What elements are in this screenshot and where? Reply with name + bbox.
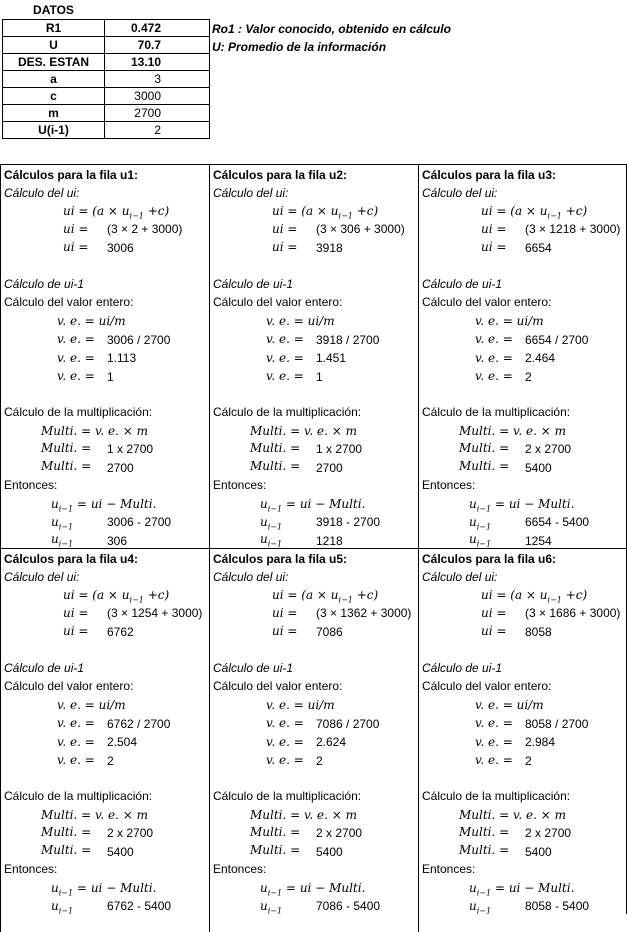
ui-lhs: ui =	[63, 240, 89, 254]
mult-formula: Multi. = v. e. × m	[41, 808, 148, 822]
cell-title: Cálculos para la fila u1:	[4, 168, 139, 182]
ve-lhs: v. e. =	[475, 716, 513, 730]
calc-ui1-label: Cálculo de ui-1	[213, 277, 294, 291]
ve-lhs: v. e. =	[266, 735, 304, 749]
mult-value: 5400	[316, 845, 343, 859]
ui-formula: ui = $(a \times u_{i-1} +c)$	[272, 204, 379, 221]
cell-title: Cálculos para la fila u2:	[213, 168, 348, 182]
entonces-label: Entonces:	[213, 862, 267, 876]
calc-ui1-label: Cálculo de ui-1	[4, 661, 85, 675]
result-value: 1254	[525, 534, 552, 548]
mult-formula: Multi. = v. e. × m	[459, 424, 566, 438]
u-formula: $u_{i-1}$ = ui − Multi.	[469, 881, 575, 898]
u-formula: $u_{i-1}$ = ui − Multi.	[51, 497, 157, 514]
calc-ui1-label: Cálculo de ui-1	[4, 277, 85, 291]
calc-ui1-label: Cálculo de ui-1	[422, 277, 503, 291]
note-u: U: Promedio de la información	[212, 40, 387, 54]
u-lhs: $u_{i-1}$	[469, 899, 492, 916]
mult-value: 5400	[525, 461, 552, 475]
ve-formula: v. e. = ui/m	[57, 314, 126, 328]
u-lhs: $u_{i-1}$	[51, 899, 74, 916]
datos-row: c 3000	[3, 87, 210, 104]
ve-division: 8058 / 2700	[525, 717, 589, 731]
ui-value: 7086	[316, 625, 343, 639]
ui-formula: ui = $(a \times u_{i-1} +c)$	[63, 204, 170, 221]
note-r1: Ro1 : Valor conocido, obtenido en cálculo	[212, 22, 451, 36]
mult-value: 2700	[107, 461, 134, 475]
ui-lhs: ui =	[481, 606, 507, 620]
entonces-label: Entonces:	[4, 478, 58, 492]
subtraction-expression: 8058 - 5400	[525, 899, 590, 913]
calc-mult-label: Cálculo de la multiplicación:	[4, 789, 153, 803]
ve-decimal: 2.464	[525, 351, 556, 365]
ve-decimal: 1.113	[107, 351, 137, 365]
calc-ve-label: Cálculo del valor entero:	[4, 295, 134, 309]
mult-value: 5400	[107, 845, 134, 859]
subtraction-expression: 7086 - 5400	[316, 899, 381, 913]
datos-row: U(i-1) 2	[3, 121, 210, 138]
ve-formula: v. e. = ui/m	[266, 314, 335, 328]
ui-expression: (3 × 1254 + 3000)	[107, 606, 203, 620]
u-formula: $u_{i-1}$ = ui − Multi.	[469, 497, 575, 514]
ve-decimal: 1.451	[316, 351, 347, 365]
calc-ui-label: Cálculo del ui:	[213, 186, 289, 200]
ve-lhs: v. e. =	[475, 369, 513, 383]
mult-lhs: Multi. =	[250, 459, 301, 473]
ve-integer: 2	[525, 754, 532, 768]
calc-ve-label: Cálculo del valor entero:	[4, 679, 134, 693]
ve-lhs: v. e. =	[57, 716, 95, 730]
calc-cell-u4	[0, 548, 209, 932]
mult-lhs: Multi. =	[41, 459, 92, 473]
ve-lhs: v. e. =	[57, 369, 95, 383]
ve-lhs: v. e. =	[57, 735, 95, 749]
mult-value: 5400	[525, 845, 552, 859]
ve-lhs: v. e. =	[475, 351, 513, 365]
ve-decimal: 2.624	[316, 735, 347, 749]
ui-formula: ui = $(a \times u_{i-1} +c)$	[63, 588, 170, 605]
ui-lhs: ui =	[272, 240, 298, 254]
cell-title: Cálculos para la fila u5:	[213, 552, 348, 566]
mult-lhs: Multi. =	[250, 441, 301, 455]
calc-ve-label: Cálculo del valor entero:	[422, 295, 552, 309]
ui-value: 6654	[525, 241, 552, 255]
ve-lhs: v. e. =	[266, 332, 304, 346]
ui-expression: (3 × 1686 + 3000)	[525, 606, 621, 620]
ve-lhs: v. e. =	[475, 332, 513, 346]
ui-formula: ui = $(a \times u_{i-1} +c)$	[481, 204, 588, 221]
calc-ui-label: Cálculo del ui:	[422, 186, 498, 200]
calc-ui1-label: Cálculo de ui-1	[422, 661, 503, 675]
mult-formula: Multi. = v. e. × m	[41, 424, 148, 438]
cell-title: Cálculos para la fila u4:	[4, 552, 139, 566]
mult-expression: 2 x 2700	[316, 826, 363, 840]
ve-formula: v. e. = ui/m	[475, 698, 544, 712]
ui-lhs: ui =	[63, 606, 89, 620]
ve-decimal: 2.504	[107, 735, 138, 749]
calc-cell-u5	[209, 548, 418, 932]
u-formula: $u_{i-1}$ = ui − Multi.	[51, 881, 157, 898]
mult-formula: Multi. = v. e. × m	[250, 424, 357, 438]
mult-lhs: Multi. =	[459, 459, 510, 473]
mult-expression: 2 x 2700	[107, 826, 154, 840]
entonces-label: Entonces:	[422, 862, 476, 876]
ve-lhs: v. e. =	[266, 369, 304, 383]
entonces-label: Entonces:	[4, 862, 58, 876]
datos-row: a 3	[3, 70, 210, 87]
ui-lhs: ui =	[272, 624, 298, 638]
ve-integer: 2	[525, 370, 532, 384]
ui-lhs: ui =	[272, 222, 298, 236]
subtraction-expression: 6762 - 5400	[107, 899, 172, 913]
ui-expression: (3 × 2 + 3000)	[107, 222, 183, 236]
ve-decimal: 2.984	[525, 735, 556, 749]
mult-expression: 2 x 2700	[525, 826, 572, 840]
entonces-label: Entonces:	[213, 478, 267, 492]
u-lhs: $u_{i-1}$	[51, 532, 74, 549]
datos-row: U 70.7	[3, 36, 210, 53]
ui-value: 8058	[525, 625, 552, 639]
ui-value: 3918	[316, 241, 343, 255]
u-lhs: $u_{i-1}$	[260, 515, 283, 532]
mult-lhs: Multi. =	[41, 843, 92, 857]
ve-lhs: v. e. =	[57, 351, 95, 365]
ve-lhs: v. e. =	[266, 716, 304, 730]
ui-lhs: ui =	[63, 222, 89, 236]
calc-mult-label: Cálculo de la multiplicación:	[213, 405, 362, 419]
calc-ve-label: Cálculo del valor entero:	[213, 295, 343, 309]
ve-formula: v. e. = ui/m	[266, 698, 335, 712]
ve-integer: 1	[316, 370, 323, 384]
calc-cell-u3	[418, 164, 627, 548]
ve-lhs: v. e. =	[475, 753, 513, 767]
ve-lhs: v. e. =	[266, 351, 304, 365]
calc-ui-label: Cálculo del ui:	[4, 570, 80, 584]
u-lhs: $u_{i-1}$	[469, 515, 492, 532]
mult-lhs: Multi. =	[250, 825, 301, 839]
result-value: 1218	[316, 534, 343, 548]
ui-expression: (3 × 1218 + 3000)	[525, 222, 621, 236]
datos-row: DES. ESTAN 13.10	[3, 53, 210, 70]
calc-ui1-label: Cálculo de ui-1	[213, 661, 294, 675]
ve-division: 3006 / 2700	[107, 333, 171, 347]
ui-expression: (3 × 306 + 3000)	[316, 222, 405, 236]
calc-cell-u1	[0, 164, 209, 548]
ui-lhs: ui =	[272, 606, 298, 620]
subtraction-expression: 3918 - 2700	[316, 515, 381, 529]
mult-lhs: Multi. =	[250, 843, 301, 857]
mult-expression: 2 x 2700	[525, 442, 572, 456]
calc-mult-label: Cálculo de la multiplicación:	[422, 405, 571, 419]
ui-expression: (3 × 1362 + 3000)	[316, 606, 412, 620]
mult-lhs: Multi. =	[459, 843, 510, 857]
datos-row: m 2700	[3, 104, 210, 121]
subtraction-expression: 6654 - 5400	[525, 515, 590, 529]
ve-lhs: v. e. =	[475, 735, 513, 749]
mult-formula: Multi. = v. e. × m	[250, 808, 357, 822]
calc-mult-label: Cálculo de la multiplicación:	[213, 789, 362, 803]
calc-ve-label: Cálculo del valor entero:	[422, 679, 552, 693]
u-lhs: $u_{i-1}$	[260, 899, 283, 916]
ve-integer: 1	[107, 370, 114, 384]
calc-mult-label: Cálculo de la multiplicación:	[422, 789, 571, 803]
ve-division: 6762 / 2700	[107, 717, 171, 731]
mult-lhs: Multi. =	[41, 825, 92, 839]
ve-formula: v. e. = ui/m	[475, 314, 544, 328]
cell-title: Cálculos para la fila u6:	[422, 552, 557, 566]
ve-division: 7086 / 2700	[316, 717, 380, 731]
ui-lhs: ui =	[481, 240, 507, 254]
mult-value: 2700	[316, 461, 343, 475]
calc-ve-label: Cálculo del valor entero:	[213, 679, 343, 693]
datos-table	[2, 2, 210, 139]
u-lhs: $u_{i-1}$	[469, 532, 492, 549]
calc-ui-label: Cálculo del ui:	[213, 570, 289, 584]
calc-ui-label: Cálculo del ui:	[4, 186, 80, 200]
result-value: 306	[107, 534, 128, 548]
cell-title: Cálculos para la fila u3:	[422, 168, 557, 182]
entonces-label: Entonces:	[422, 478, 476, 492]
u-formula: $u_{i-1}$ = ui − Multi.	[260, 881, 366, 898]
calc-cell-u2	[209, 164, 418, 548]
calc-cell-u6	[418, 548, 627, 932]
ve-lhs: v. e. =	[266, 753, 304, 767]
ve-lhs: v. e. =	[57, 753, 95, 767]
ve-division: 6654 / 2700	[525, 333, 589, 347]
calculations-grid	[0, 164, 627, 914]
calc-mult-label: Cálculo de la multiplicación:	[4, 405, 153, 419]
mult-lhs: Multi. =	[41, 441, 92, 455]
mult-formula: Multi. = v. e. × m	[459, 808, 566, 822]
u-formula: $u_{i-1}$ = ui − Multi.	[260, 497, 366, 514]
ui-lhs: ui =	[63, 624, 89, 638]
ve-lhs: v. e. =	[57, 332, 95, 346]
ui-value: 3006	[107, 241, 134, 255]
u-lhs: $u_{i-1}$	[260, 532, 283, 549]
ve-division: 3918 / 2700	[316, 333, 380, 347]
ui-formula: ui = $(a \times u_{i-1} +c)$	[481, 588, 588, 605]
calc-ui-label: Cálculo del ui:	[422, 570, 498, 584]
mult-expression: 1 x 2700	[107, 442, 154, 456]
datos-title: DATOS	[3, 2, 105, 19]
ui-lhs: ui =	[481, 624, 507, 638]
ve-integer: 2	[316, 754, 323, 768]
u-lhs: $u_{i-1}$	[51, 515, 74, 532]
ve-formula: v. e. = ui/m	[57, 698, 126, 712]
mult-lhs: Multi. =	[459, 441, 510, 455]
ve-integer: 2	[107, 754, 114, 768]
mult-expression: 1 x 2700	[316, 442, 363, 456]
ui-lhs: ui =	[481, 222, 507, 236]
ui-value: 6762	[107, 625, 134, 639]
ui-formula: ui = $(a \times u_{i-1} +c)$	[272, 588, 379, 605]
mult-lhs: Multi. =	[459, 825, 510, 839]
subtraction-expression: 3006 - 2700	[107, 515, 172, 529]
datos-row: R1 0.472	[3, 19, 210, 36]
